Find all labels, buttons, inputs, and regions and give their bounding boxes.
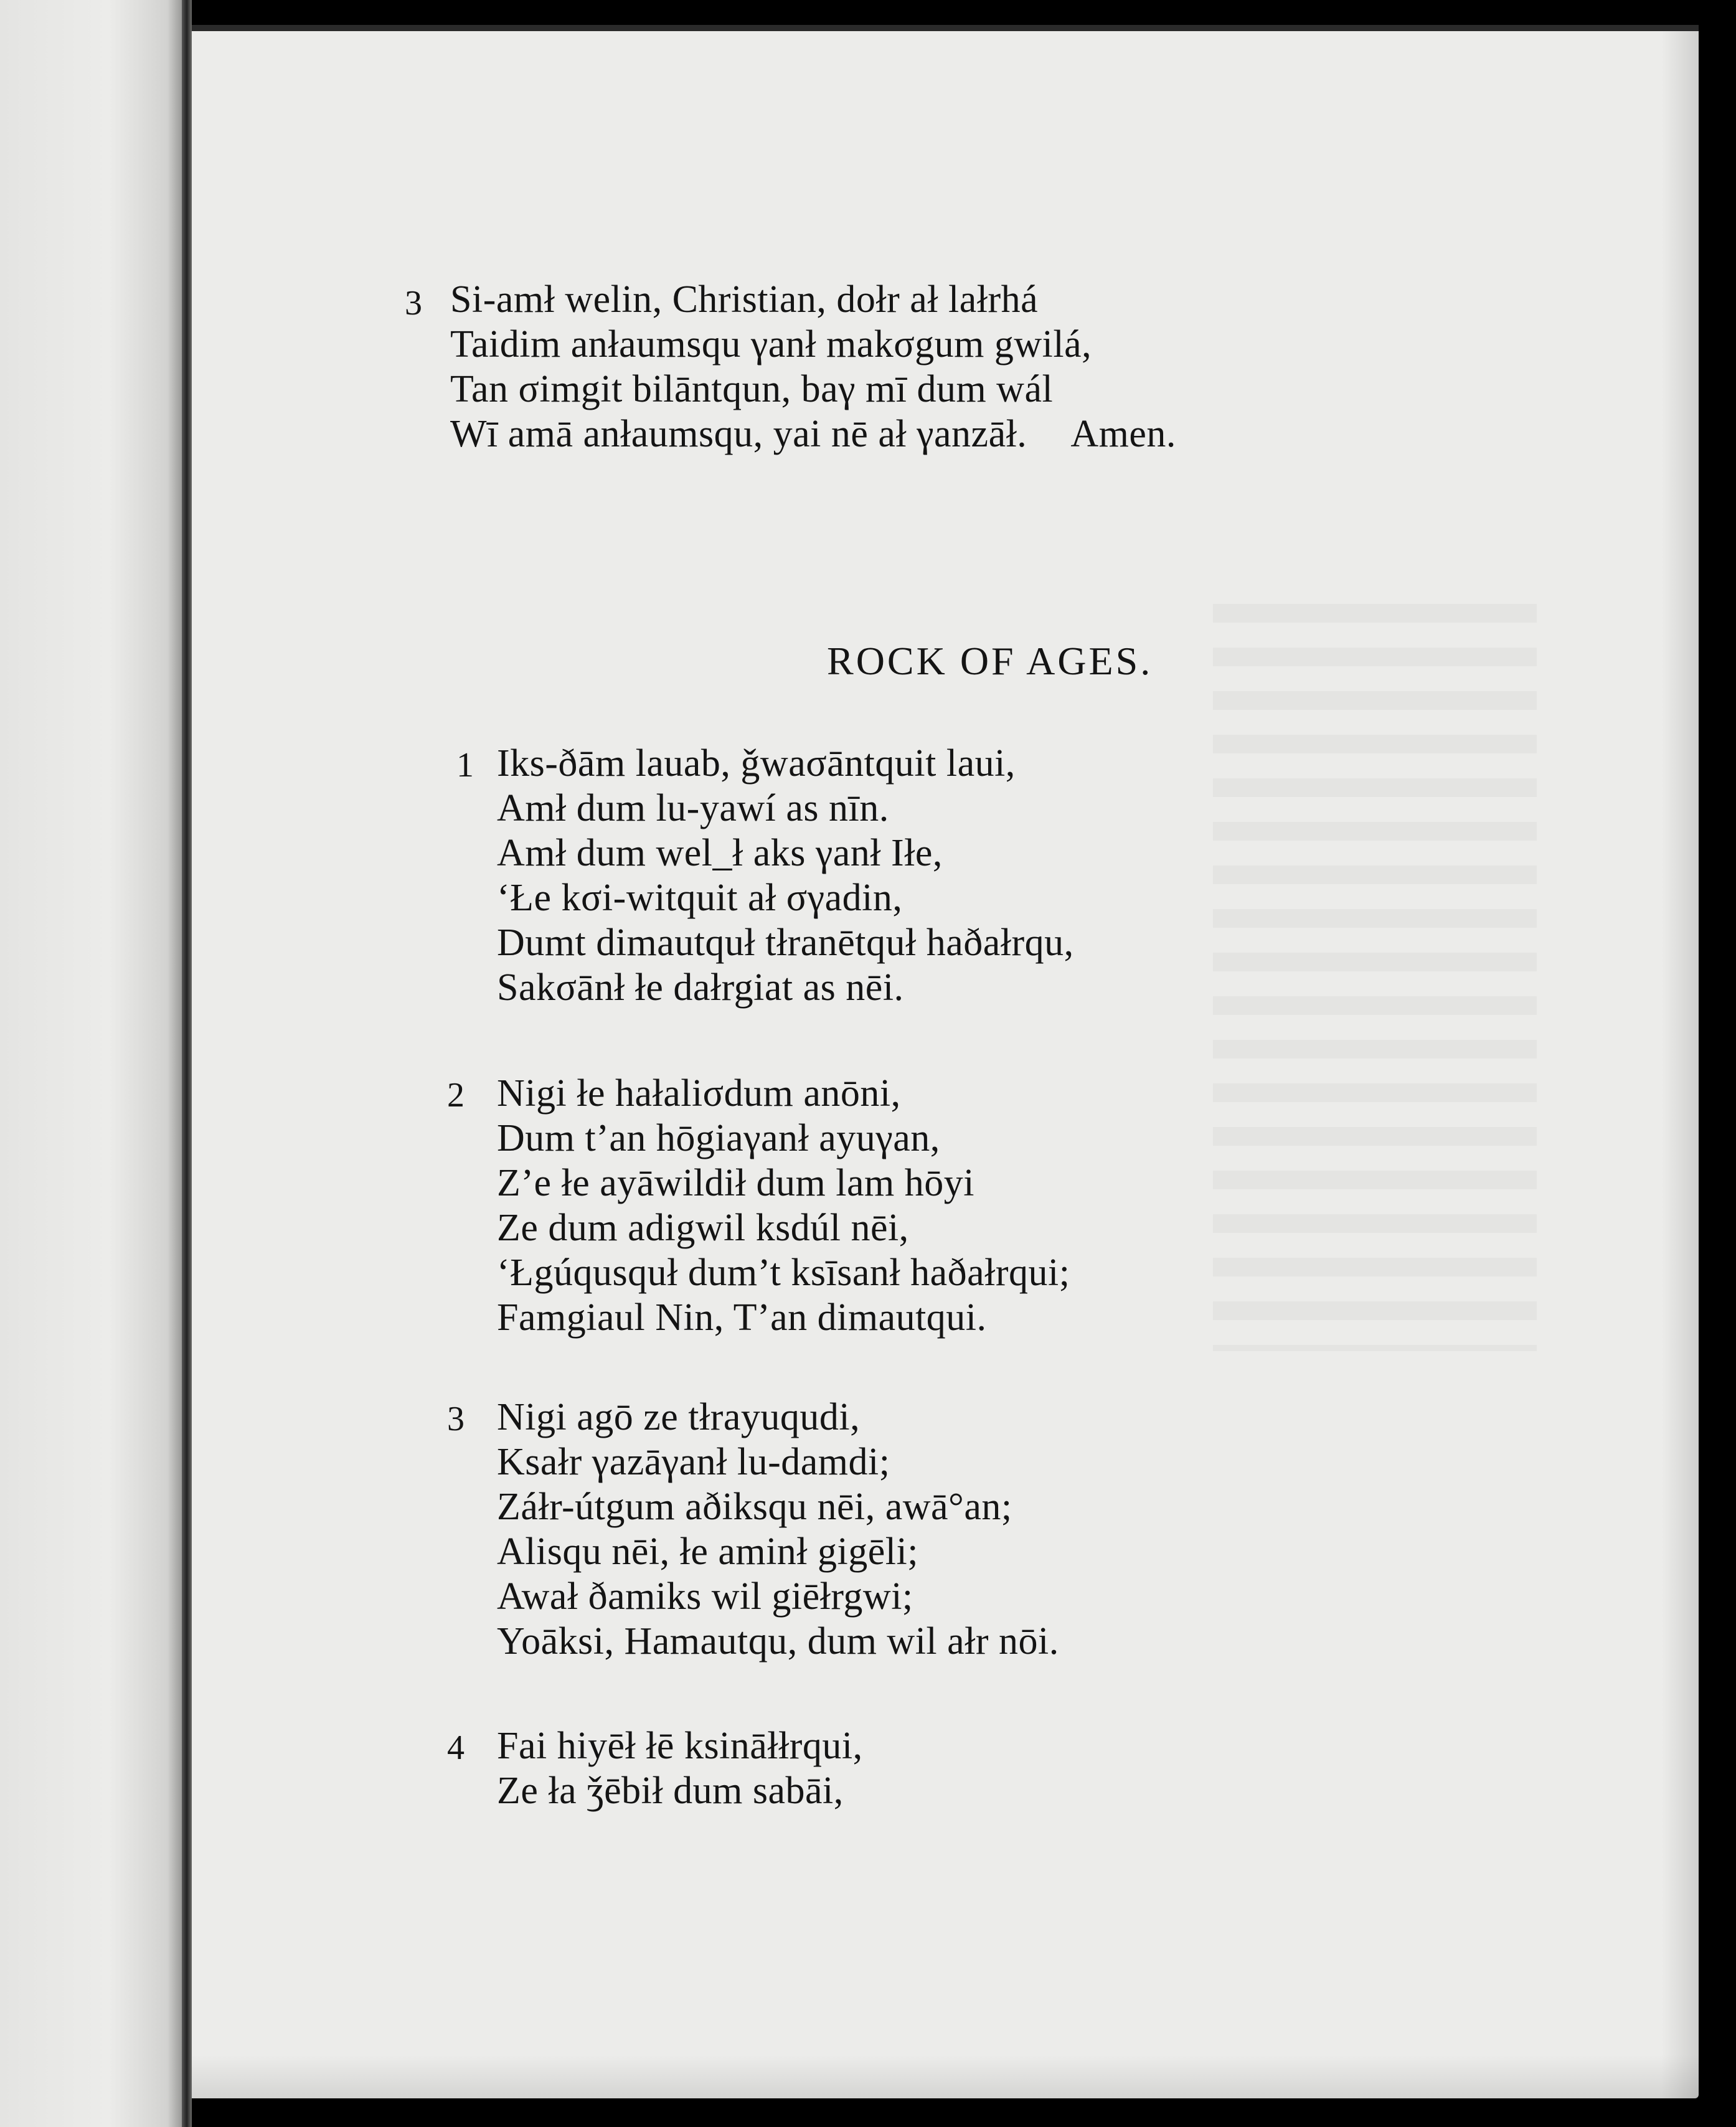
stanza-number: 4	[447, 1728, 465, 1767]
stanza-line: Ze ła ǯēbił dum sabāi,	[497, 1770, 844, 1812]
stanza-line: ‘Łe kσi-witquit ał σγadin,	[497, 877, 903, 919]
stanza-line: ‘Łgúqusquł dum’t ksīsanł haðałrqui;	[497, 1252, 1070, 1294]
stanza-line: Nigi agō ze tłrayuqudi,	[497, 1396, 861, 1438]
hymn-title: ROCK OF AGES.	[827, 639, 1153, 683]
stanza-line: Famgiaul Nin, T’an dimautqui.	[497, 1296, 987, 1339]
stanza-line: Dumt dimautquł tłranētquł haðałrqu,	[497, 922, 1074, 964]
amen-text: Amen.	[1070, 413, 1176, 455]
stanza-line: Fai hiyēł łē ksināłłrqui,	[497, 1725, 863, 1767]
stanza-number: 1	[456, 746, 474, 785]
page-bottom-shadow	[192, 2055, 1699, 2098]
stanza-line: Nigi łe hałaliσdum anōni,	[497, 1072, 901, 1115]
stanza-line: Iks-ðām lauab, ǧwaσāntquit laui,	[497, 742, 1016, 785]
stanza-line: Si-amł welin, Christian, dołr ał lałrhá	[450, 278, 1039, 321]
stanza-line: Alisqu nēi, łe aminł gigēli;	[497, 1530, 918, 1573]
left-facing-page	[0, 0, 182, 2127]
stanza-line: Sakσānł łe dałrgiat as nēi.	[497, 966, 904, 1009]
stanza-line: Z’e łe ayāwildił dum lam hōyi	[497, 1162, 974, 1204]
stanza-line: Záłr-útgum aðiksqu nēi, awā°an;	[497, 1486, 1012, 1528]
stanza-number: 3	[405, 284, 422, 323]
bleed-through-texture	[1213, 604, 1537, 1351]
hymn-page	[192, 25, 1699, 2098]
page-edge-shadow	[1661, 31, 1699, 2098]
stanza-line: Ze dum adigwil ksdúl nēi,	[497, 1207, 909, 1249]
stanza-line: Ksałr γazāγanł lu-damdi;	[497, 1441, 890, 1483]
stanza-number: 3	[447, 1400, 465, 1438]
stanza-line: Yoāksi, Hamautqu, dum wil ałr nōi.	[497, 1620, 1059, 1662]
stanza-number: 2	[447, 1076, 465, 1115]
stanza-line: Taidim anłaumsqu γanł makσgum gwilá,	[450, 323, 1092, 366]
stanza-line: Amł dum lu-yawí as nīn.	[497, 787, 889, 829]
stanza-line: Awał ðamiks wil giēłrgwi;	[497, 1575, 913, 1618]
book-gutter	[182, 0, 192, 2127]
stanza-line: Tan σimgit bilāntqun, baγ mī dum wál	[450, 368, 1054, 410]
stanza-line: Wī amā anłaumsqu, yai nē ał γanzāł.	[450, 413, 1027, 455]
stanza-line: Amł dum wel_ł aks γanł Iłe,	[497, 832, 943, 874]
stanza-line: Dum t’an hōgiaγanł ayuγan,	[497, 1117, 940, 1159]
